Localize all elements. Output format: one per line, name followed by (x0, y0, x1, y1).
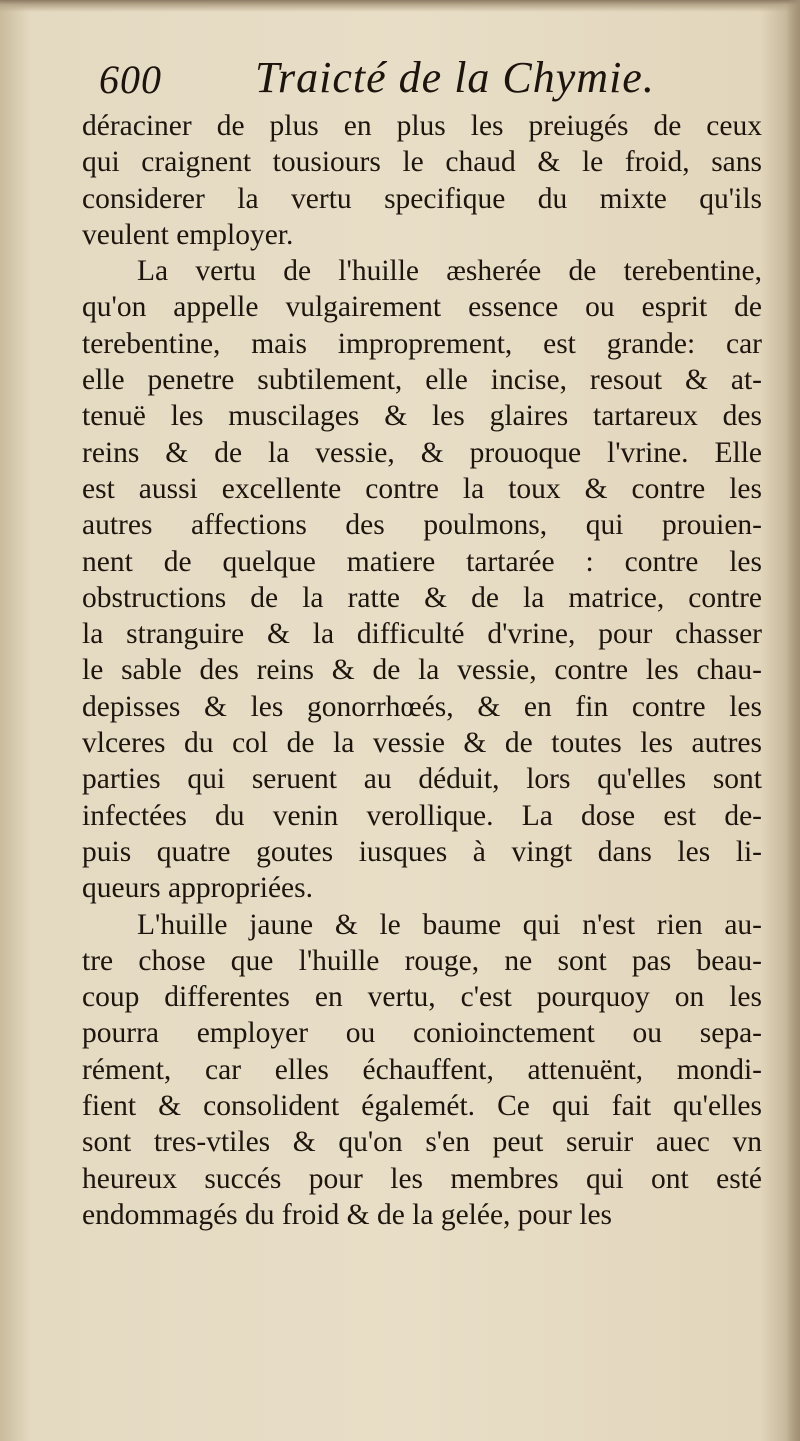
text-line: elle penetre subtilement, elle incise, resout & at- (82, 364, 762, 397)
page-top-edge (0, 0, 800, 12)
text-line: qu'on appelle vulgairement essence ou esprit de (82, 291, 762, 324)
text-line: endommagés du froid & de la gelée, pour les (82, 1198, 613, 1231)
text-line: fient & consolident égalemét. Ce qui fait qu'elles (82, 1090, 762, 1123)
text-line: tre chose que l'huille rouge, ne sont pas beau- (82, 944, 762, 977)
text-line: puis quatre goutes iusques à vingt dans les li- (82, 835, 762, 868)
paragraph (82, 907, 762, 1234)
text-line: queurs appropriées. (82, 872, 314, 905)
text-line: reins & de la vessie, & prouoque l'vrine. Elle (82, 436, 762, 469)
body-text (82, 108, 762, 1233)
page-gutter-shadow (786, 0, 800, 1441)
text-line: parties qui seruent au déduit, lors qu'elles sont (82, 763, 762, 796)
page-header (95, 50, 735, 106)
paragraph (82, 253, 762, 906)
text-line: heureux succés pour les membres qui ont esté (82, 1162, 762, 1195)
text-line: déraciner de plus en plus les preiugés de ceux (82, 110, 762, 142)
text-line: qui craignent tousiours le chaud & le froid, sans (82, 146, 762, 179)
paragraph (82, 108, 762, 253)
page-number: 600 (99, 57, 162, 102)
text-line: tenuë les muscilages & les glaires tartareux des (82, 400, 762, 433)
text-line: rément, car elles échauffent, attenuënt, mondi- (82, 1053, 762, 1086)
text-line: terebentine, mais improprement, est grande: car (82, 327, 762, 360)
text-line: coup differentes en vertu, c'est pourquoy on les (82, 981, 762, 1014)
page-bottom-margin (0, 1310, 800, 1441)
text-line: sont tres-vtiles & qu'on s'en peut seruir auec vn (82, 1126, 762, 1159)
text-line: le sable des reins & de la vessie, contre les chau- (82, 654, 762, 687)
text-line: considerer la vertu specifique du mixte qu'ils (82, 182, 762, 215)
text-line: L'huille jaune & le baume qui n'est rien au- (137, 908, 762, 941)
running-title: Traicté de la Chymie. (255, 53, 655, 102)
text-line: obstructions de la ratte & de la matrice, contre (82, 581, 762, 614)
text-line: La vertu de l'huille æsherée de terebentine, (137, 255, 762, 288)
text-line: autres affections des poulmons, qui prouien- (82, 509, 762, 542)
text-line: nent de quelque matiere tartarée : contre les (82, 545, 762, 578)
text-line: est aussi excellente contre la toux & contre les (82, 472, 762, 505)
text-line: depisses & les gonorrhœés, & en fin contre les (82, 690, 762, 723)
text-line: infectées du venin verollique. La dose est de- (82, 799, 762, 832)
text-line: vlceres du col de la vessie & de toutes les autres (82, 727, 762, 760)
text-line: pourra employer ou conioinctement ou sepa- (82, 1017, 762, 1050)
text-line: veulent employer. (82, 218, 294, 251)
text-line: la stranguire & la difficulté d'vrine, pour chasser (82, 618, 762, 651)
